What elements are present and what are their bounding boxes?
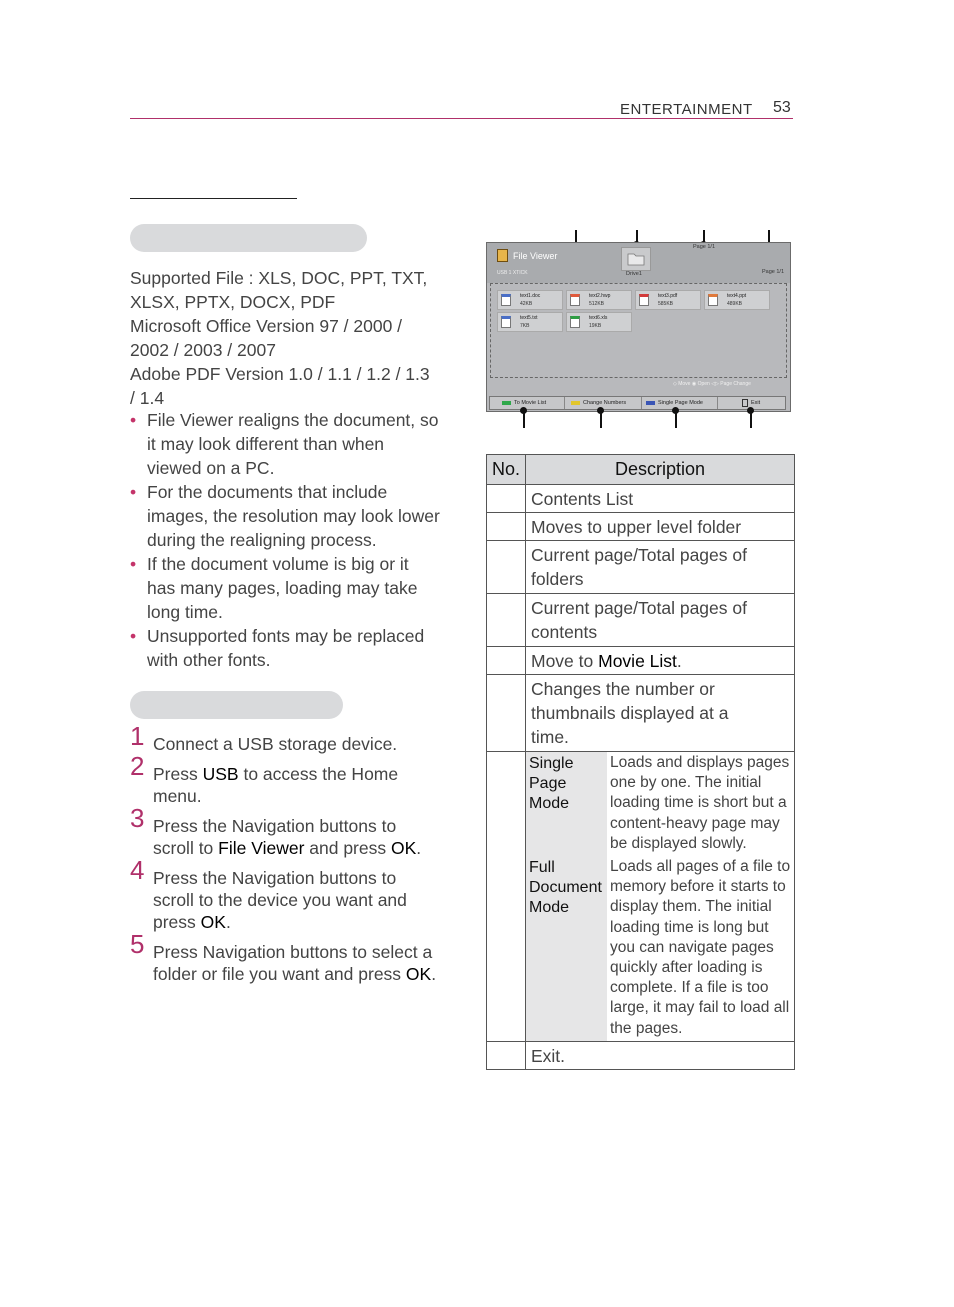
heading-rule [130,198,297,199]
row-description [526,647,795,675]
table-row [487,1041,795,1069]
steps-list [130,721,440,993]
step-number: 1 [130,721,145,751]
navigation-hint: ◇ Move ◉ Open ◁▷ Page Change [673,381,751,387]
file-tile[interactable] [497,312,563,332]
row-description: Moves to upper level folder [526,513,795,541]
mode-subtable [526,752,794,1041]
row-text: . [676,651,682,671]
section-title: ENTERTAINMENT [620,101,753,118]
file-size: 512KB [589,301,605,307]
blue-key-icon [646,401,655,405]
exit-key-icon [742,399,748,407]
note-item: • If the document volume is big or it has many pages, loading may take long time. [130,552,440,624]
file-tile[interactable] [497,290,563,310]
step-item [130,855,440,933]
step-number: 4 [130,855,145,885]
step-text: and press [304,838,391,858]
table-row [487,513,795,541]
supported-line: Adobe PDF Version 1.0 / 1.1 / 1.2 / 1.3 [130,364,430,384]
table-row [487,541,795,594]
to-movie-list-button[interactable] [490,397,565,409]
table-header [487,455,795,485]
step-text: . [416,838,422,858]
step-text: Press [153,764,203,784]
doc-file-icon [501,294,511,306]
file-viewer-screenshot [486,242,791,412]
redacted-subheading-bar [130,224,367,252]
ppt-file-icon [708,294,718,306]
file-name: text4.ppt [727,293,747,299]
callout-dot [672,407,679,414]
button-label: Exit [751,400,761,406]
row-number-cell [487,647,526,675]
row-key-text: Movie List [598,651,677,671]
row-description: Current page/Total pages of contents [526,594,795,647]
row-number-cell [487,675,526,752]
supported-line: 2002 / 2003 / 2007 [130,340,276,360]
page-number: 53 [773,99,791,116]
step-item [130,751,440,807]
step-text: Press the Navigation buttons to scroll to the device you want and press [153,868,407,932]
description-column-header: Description [526,455,795,485]
callout-dot [597,407,604,414]
button-label: To Movie List [514,400,547,406]
mode-label: Single Page Mode [526,752,607,856]
contents-list [490,283,787,378]
file-tile[interactable] [704,290,770,310]
mode-row [526,856,794,1041]
step-number: 5 [130,929,145,959]
drive-label: Drive1 [626,271,642,277]
pdf-file-icon [639,294,649,306]
mode-row [526,752,794,856]
single-page-mode-button[interactable] [642,397,718,409]
step-text: to access the Home menu. [153,764,399,806]
step-text: Press Navigation buttons to select a folder or file you want and press [153,942,433,984]
step-key: USB [202,764,239,784]
step-item [130,803,440,859]
file-name: text2.hwp [589,293,611,299]
button-label: Change Numbers [583,400,627,406]
mode-label: Full Document Mode [526,856,607,1041]
file-tile[interactable] [635,290,701,310]
content-page-count: Page 1/1 [762,269,785,275]
supported-line: Microsoft Office Version 97 / 2000 / [130,316,403,336]
row-number-cell [487,752,526,1042]
callout-dot [747,407,754,414]
yellow-key-icon [571,401,580,405]
supported-line: / 1.4 [130,388,165,408]
step-key: File Viewer [218,838,305,858]
description-table [486,454,795,1070]
header-rule [130,118,793,119]
table-row [487,594,795,647]
folder-page-count: Page 1/1 [693,244,716,250]
screen-title: File Viewer [513,251,558,261]
file-name: text5.txt [520,315,538,321]
row-number-cell [487,485,526,513]
supported-line: XLSX, PPTX, DOCX, PDF [130,292,336,312]
row-number-cell [487,541,526,594]
button-label: Single Page Mode [658,400,703,406]
step-text: . [225,912,231,932]
table-row [487,675,795,752]
file-size: 7KB [520,323,530,329]
file-size: 489KB [727,301,743,307]
usb-label: USB 1 XTICK [497,270,528,276]
no-column-header: No. [487,455,526,485]
file-name: text1.doc [520,293,541,299]
step-item [130,929,440,985]
table-row [487,752,795,1042]
txt-file-icon [501,316,511,328]
notes-list [130,408,440,672]
row-number-cell [487,1041,526,1069]
table-row [487,485,795,513]
note-item: • For the documents that include images, the resolution may look lower during the realigning process. [130,480,440,552]
step-text: . [431,964,437,984]
file-size: 42KB [520,301,533,307]
step-key: OK [200,912,226,932]
file-tile[interactable] [566,312,632,332]
mode-description: Loads and displays pages one by one. The initial loading time is short but a content-heavy page may be displayed slowly. [610,754,790,852]
row-description: Changes the number or thumbnails displayed at a time. [526,675,795,752]
file-size: 19KB [589,323,602,329]
step-key: OK [405,964,432,984]
row-description: Current page/Total pages of folders [526,541,795,594]
step-text: Connect a USB storage device. [153,734,398,754]
row-text: Move to [531,651,599,671]
row-description: Exit. [526,1041,795,1069]
note-item: • Unsupported fonts may be replaced with other fonts. [130,624,440,672]
file-size: 585KB [658,301,674,307]
mode-description: Loads all pages of a file to memory before it starts to display them. The initial loading time is long but you can navigate pages quickly after loading is complete. If a file is too large, it may fail to load all the pages. [610,858,791,1037]
file-viewer-icon [497,249,508,262]
callout-dot [520,407,527,414]
step-item [130,721,440,755]
file-tile[interactable] [566,290,632,310]
step-number: 2 [130,751,145,781]
step-text: Press the Navigation buttons to scroll to [153,816,397,858]
row-number-cell [487,594,526,647]
folder-icon[interactable] [621,247,651,271]
xls-file-icon [570,316,580,328]
green-key-icon [502,401,511,405]
row-description: Contents List [526,485,795,513]
step-number: 3 [130,803,145,833]
function-bar [489,396,786,410]
file-name: text3.pdf [658,293,678,299]
redacted-subheading-bar [130,691,343,719]
change-numbers-button[interactable] [565,397,642,409]
step-key: OK [390,838,417,858]
mode-subtable-cell [526,752,795,1042]
note-item: • File Viewer realigns the document, so it may look different than when viewed on a PC. [130,408,440,480]
supported-line: Supported File : XLS, DOC, PPT, TXT, [130,268,428,288]
hwp-file-icon [570,294,580,306]
file-name: text6.xls [589,315,608,321]
row-number-cell [487,513,526,541]
supported-formats [130,266,450,410]
table-row [487,647,795,675]
